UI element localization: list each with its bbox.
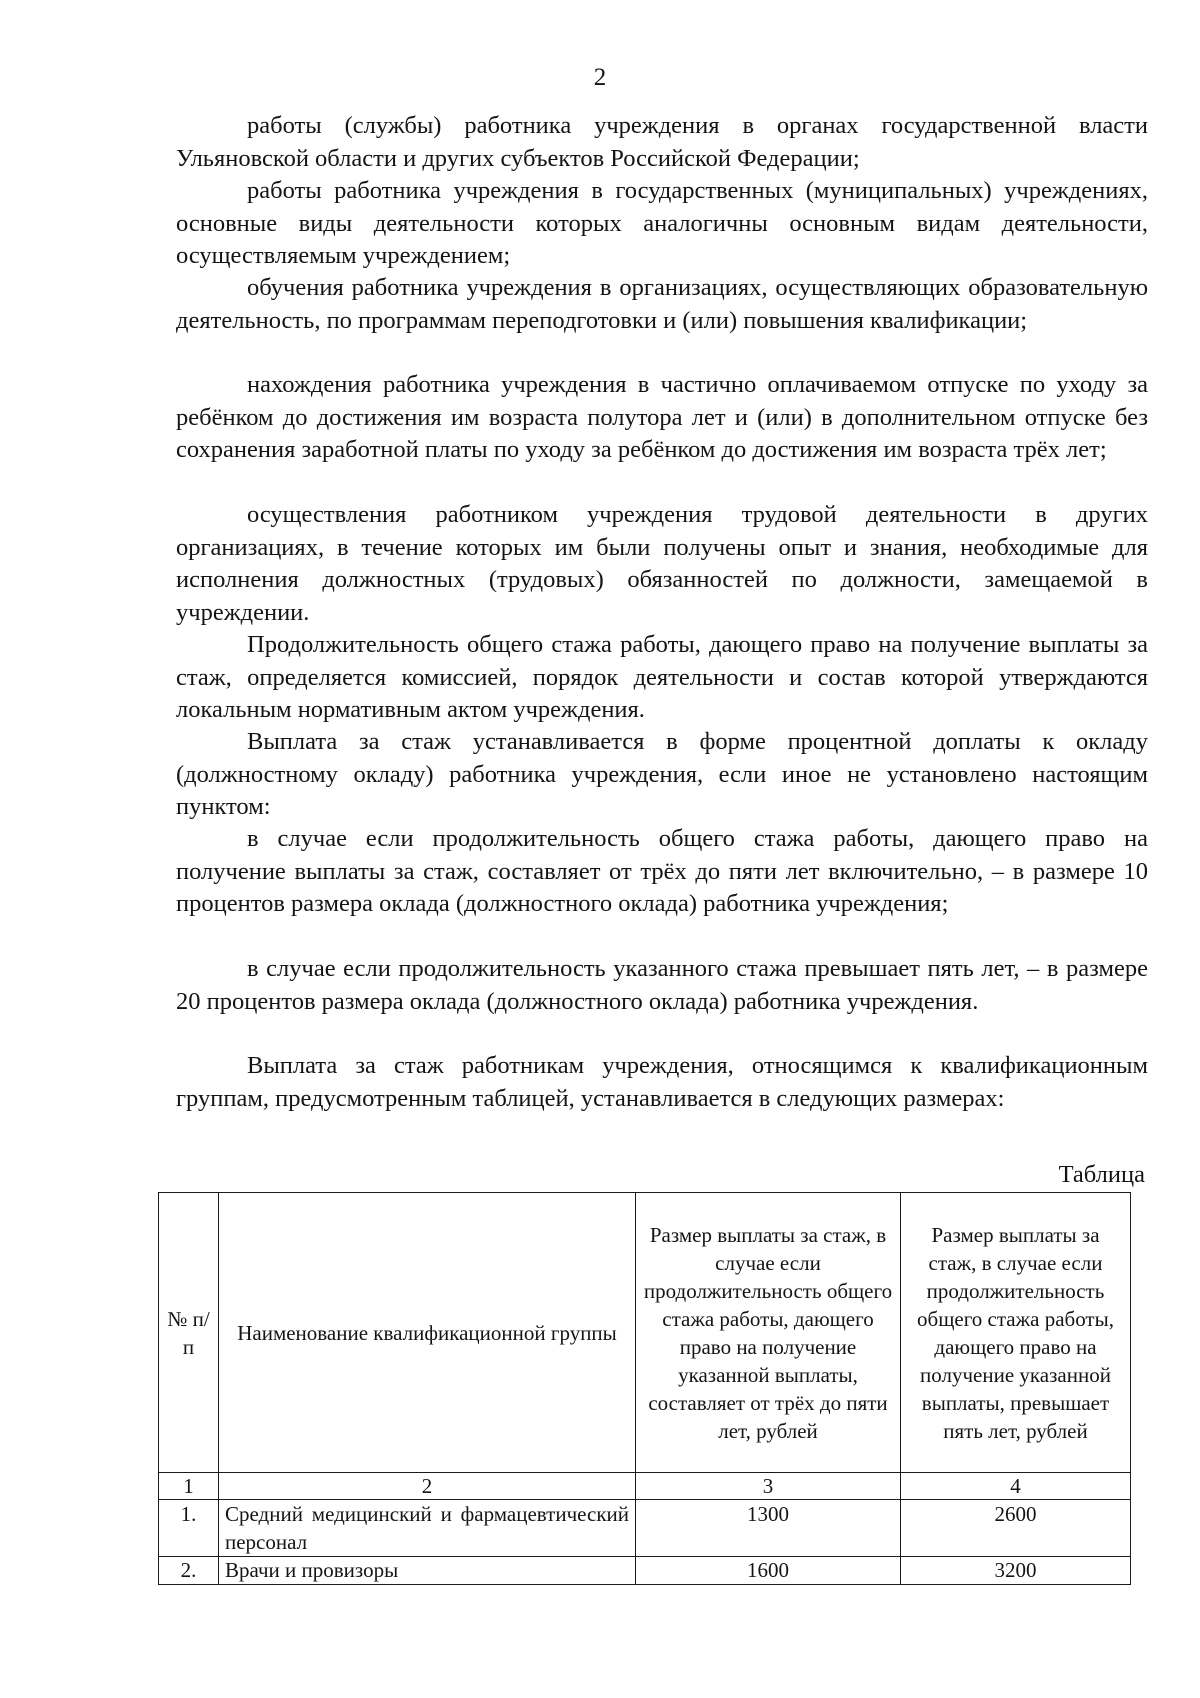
paragraph-service-in-government: работы (службы) работника учреждения в органах государственной власти Ульяновской области и других субъектов Российской Федерации;	[176, 112, 1148, 172]
paragraph-training: обучения работника учреждения в организациях, осуществляющих образовательную деятельность, по программам переподготовки и (или) повышения квалификации;	[176, 274, 1148, 334]
payment-table	[158, 1192, 1131, 1585]
paragraph-10-percent: в случае если продолжительность общего стажа работы, дающего право на получение выплаты за стаж, составляет от трёх до пяти лет включительно, – в размере 10 процентов размера оклада (должностного оклада) работника учреждения;	[176, 825, 1148, 917]
amount-3-5-years: 1600	[636, 1557, 901, 1585]
page-number: 2	[593, 64, 607, 91]
paragraph-fixed-amounts: Выплата за стаж работникам учреждения, относящимся к квалификационным группам, предусмотренным таблицей, устанавливается в следующих размерах:	[176, 1052, 1148, 1112]
header-amount-over-5-years: Размер выплаты за стаж, в случае если продолжительность общего стажа работы, дающего право на получение указанной выплаты, превышает пять лет, рублей	[901, 1193, 1131, 1473]
paragraph-work-in-other-organizations: осуществления работником учреждения трудовой деятельности в других организациях, в течение которых им были получены опыт и знания, необходимые для исполнения должностных (трудовых) обязанностей по должности, замещаемой в учреждении.	[176, 501, 1148, 626]
row-number: 2.	[159, 1557, 219, 1585]
amount-over-5-years: 2600	[901, 1500, 1131, 1557]
column-number: 4	[901, 1473, 1131, 1500]
paragraph-percent-supplement: Выплата за стаж устанавливается в форме процентной доплаты к окладу (должностному окладу) работника учреждения, если иное не установлено настоящим пунктом:	[176, 728, 1148, 820]
column-number: 2	[219, 1473, 636, 1500]
column-number: 3	[636, 1473, 901, 1500]
paragraph-commission: Продолжительность общего стажа работы, дающего право на получение выплаты за стаж, определяется комиссией, порядок деятельности и состав которой утверждаются локальным нормативным актом учреждения.	[176, 631, 1148, 723]
column-number: 1	[159, 1473, 219, 1500]
group-name: Врачи и провизоры	[219, 1557, 636, 1585]
column-number-row	[159, 1473, 1131, 1500]
paragraph-work-in-institutions: работы работника учреждения в государственных (муниципальных) учреждениях, основные виды деятельности которых аналогичны основным видам деятельности, осуществляемым учреждением;	[176, 177, 1148, 269]
group-name: Средний медицинский и фармацевтический персонал	[219, 1500, 636, 1557]
amount-3-5-years: 1300	[636, 1500, 901, 1557]
amount-over-5-years: 3200	[901, 1557, 1131, 1585]
table-caption: Таблица	[1058, 1161, 1145, 1188]
header-number: № п/п	[159, 1193, 219, 1473]
header-group-name: Наименование квалификационной группы	[219, 1193, 636, 1473]
table-row	[159, 1557, 1131, 1585]
table-row	[159, 1500, 1131, 1557]
header-amount-3-5-years: Размер выплаты за стаж, в случае если продолжительность общего стажа работы, дающего право на получение указанной выплаты, составляет от трёх до пяти лет, рублей	[636, 1193, 901, 1473]
paragraph-20-percent: в случае если продолжительность указанного стажа превышает пять лет, – в размере 20 процентов размера оклада (должностного оклада) работника учреждения.	[176, 955, 1148, 1015]
table-header-row	[159, 1193, 1131, 1473]
row-number: 1.	[159, 1500, 219, 1557]
paragraph-parental-leave: нахождения работника учреждения в частично оплачиваемом отпуске по уходу за ребёнком до достижения им возраста полутора лет и (или) в дополнительном отпуске без сохранения заработной платы по уходу за ребёнком до достижения им возраста трёх лет;	[176, 371, 1148, 463]
